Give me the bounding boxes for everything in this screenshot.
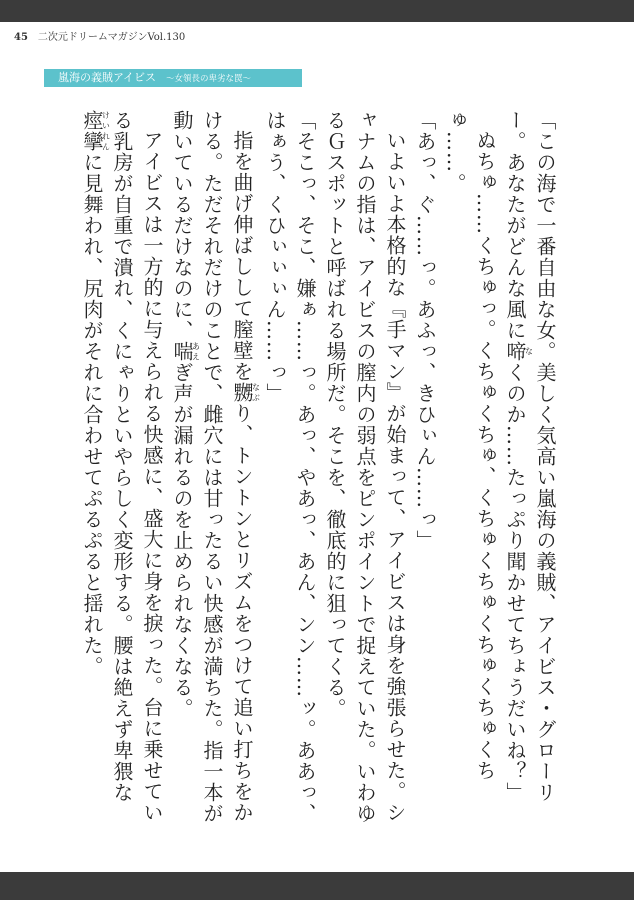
ruby-word: 喘あえ <box>170 341 201 362</box>
page-number: 45 <box>14 32 28 43</box>
paragraph: 指を曲げ伸ばしして膣壁を嬲なぶり、トントンとリズムをつけて追い打ちをかける。ただそれだけのことで、雌穴には甘ったるい快感が満ちた。指一本が動いているだけなのに、喘あえぎ声が漏れるのを止められなくなる。 <box>170 110 261 824</box>
chapter-banner <box>44 69 302 87</box>
magazine-title: 二次元ドリームマガジンVol.130 <box>37 32 186 43</box>
paragraph: ぬちゅ……くちゅっ。くちゅくちゅ、くちゅくちゅくちゅくちゅくちゅ……。 <box>443 110 497 781</box>
ruby-word: 嬲なぶ <box>230 382 261 403</box>
page-header <box>14 28 185 43</box>
vertical-text-body <box>77 110 560 830</box>
paragraph: 「そこっ、そこ、嫌ぁ……っ。あっ、やあっ、あん、ンン……ッ。ああっ、はぁう、くひぃぃぃん……っ」 <box>263 110 317 824</box>
chapter-subtitle: 〜女領長の卑劣な罠〜 <box>166 74 252 84</box>
ruby-word: 啼な <box>503 341 534 362</box>
paragraph: アイビスは一方的に与えられる快感に、盛大に身を捩った。台に乗せている乳房が自重で潰れ、くにゃりといやらしく変形する。腰は絶えず卑猥な痙攣けいれんに見舞われ、尻肉がそれに合わせてぷるぷると揺れた。 <box>80 110 164 823</box>
paragraph: 「この海で一番自由な女。美しく気高い嵐海の義賊、アイビス・グローリー。あなたがどんな風に啼なくのか……たっぷり聞かせてちょうだいね？」 <box>503 110 557 803</box>
paragraph: いよいよ本格的な『手マン』が始まって、アイビスは身を強張らせた。シャナムの指は、アイビスの膣内の弱点をピンポイントで捉えていた。いわゆるＧスポットと呼ばれる場所だ。そこを、徹底的に狙ってくる。 <box>323 110 407 824</box>
top-bar <box>0 0 634 22</box>
chapter-title: 嵐海の義賊アイビス <box>58 71 157 84</box>
bottom-bar <box>0 872 634 900</box>
paragraph: 「あっ、ぐ……っ。あふっ、きひぃん……っ」 <box>413 110 437 551</box>
ruby-word: 痙攣けいれん <box>80 110 111 152</box>
